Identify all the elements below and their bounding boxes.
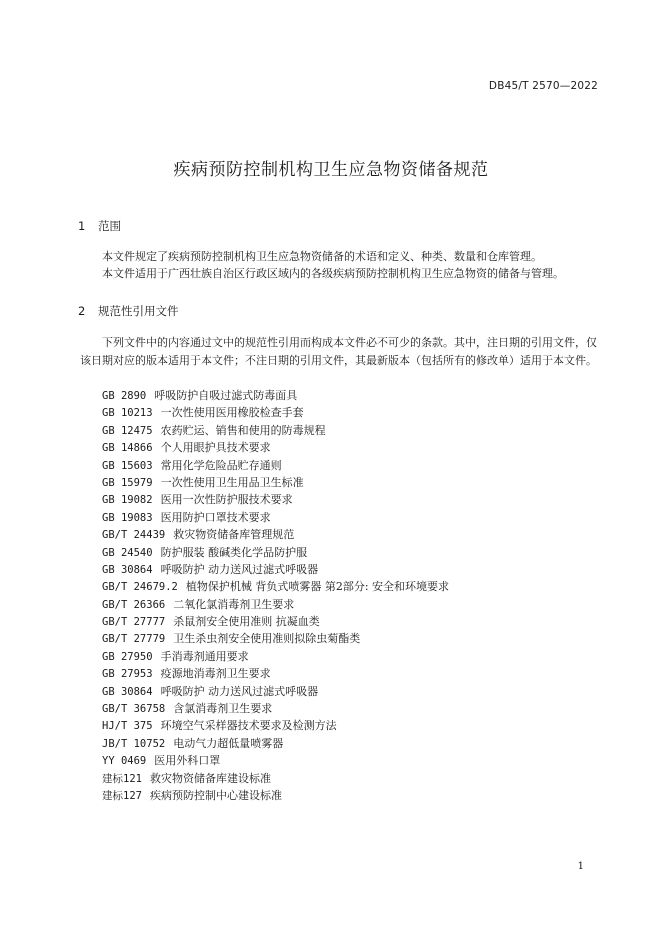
section-1-heading bbox=[78, 218, 121, 234]
reference-code: GB 30864 bbox=[102, 685, 153, 698]
reference-code: HJ/T 375 bbox=[102, 720, 153, 733]
reference-item bbox=[102, 491, 449, 508]
reference-item bbox=[102, 509, 449, 526]
reference-title: 一次性使用卫生用品卫生标准 bbox=[160, 475, 304, 489]
reference-code: GB 19083 bbox=[102, 511, 153, 524]
reference-code: GB 19082 bbox=[102, 494, 153, 507]
reference-item bbox=[102, 700, 449, 717]
reference-item bbox=[102, 596, 449, 613]
reference-title: 个人用眼护具技术要求 bbox=[160, 441, 271, 455]
reference-item bbox=[102, 474, 449, 491]
normative-references-intro: 下列文件中的内容通过文中的规范性引用而构成本文件必不可少的条款。其中，注日期的引用文件，仅该日期对应的版本适用于本文件；不注日期的引用文件，其最新版本（包括所有的修改单）适用于本文件。 bbox=[80, 336, 597, 367]
reference-title: 农药贮运、销售和使用的防毒规程 bbox=[160, 423, 326, 437]
reference-title: 疾病预防控制中心建设标准 bbox=[149, 788, 282, 802]
reference-item bbox=[102, 526, 449, 543]
reference-code: GB 24540 bbox=[102, 546, 153, 559]
reference-list bbox=[102, 387, 449, 804]
reference-code: GB 30864 bbox=[102, 563, 153, 576]
reference-item bbox=[102, 683, 449, 700]
reference-title: 呼吸防护 动力送风过滤式呼吸器 bbox=[160, 684, 319, 698]
section-number: 2 bbox=[78, 304, 86, 318]
reference-title: 救灾物资储备库建设标准 bbox=[149, 771, 271, 785]
reference-code: GB/T 24679.2 bbox=[102, 581, 178, 594]
document-title: 疾病预防控制机构卫生应急物资储备规范 bbox=[173, 160, 489, 180]
section-2-heading bbox=[78, 303, 179, 319]
reference-title: 杀鼠剂安全使用准则 抗凝血类 bbox=[173, 615, 320, 629]
reference-item bbox=[102, 717, 449, 734]
reference-item bbox=[102, 578, 449, 595]
reference-title: 呼吸防护自吸过滤式防毒面具 bbox=[154, 389, 298, 402]
reference-title: 防护服装 酸碱类化学品防护服 bbox=[160, 545, 308, 559]
reference-code: GB 10213 bbox=[102, 407, 153, 420]
reference-code: GB/T 26366 bbox=[102, 598, 166, 611]
reference-code: GB 2890 bbox=[102, 390, 147, 402]
reference-item bbox=[102, 613, 449, 630]
reference-code: GB/T 27779 bbox=[102, 633, 166, 646]
reference-title: 医用外科口罩 bbox=[154, 754, 221, 768]
reference-item bbox=[102, 735, 449, 752]
reference-title: 含氯消毒剂卫生要求 bbox=[173, 702, 273, 716]
scope-paragraph-1: 本文件规定了疾病预防控制机构卫生应急物资储备的术语和定义、种类、数量和仓库管理。 bbox=[102, 250, 542, 263]
reference-code: GB/T 27777 bbox=[102, 616, 166, 629]
reference-title: 电动气力超低量喷雾器 bbox=[173, 736, 284, 750]
reference-code: GB 15603 bbox=[102, 459, 153, 472]
reference-code: YY 0469 bbox=[102, 755, 147, 768]
reference-item bbox=[102, 544, 449, 561]
page-number: 1 bbox=[577, 861, 584, 872]
reference-code: GB/T 24439 bbox=[102, 529, 166, 542]
reference-title: 一次性使用医用橡胶检查手套 bbox=[160, 406, 304, 420]
reference-item bbox=[102, 630, 449, 647]
reference-code: GB 14866 bbox=[102, 442, 153, 455]
reference-item bbox=[102, 404, 449, 421]
section-heading-text: 范围 bbox=[98, 219, 121, 233]
reference-title: 卫生杀虫剂安全使用准则拟除虫菊酯类 bbox=[173, 632, 361, 646]
reference-item bbox=[102, 457, 449, 474]
reference-title: 疫源地消毒剂卫生要求 bbox=[160, 667, 271, 681]
section-heading-text: 规范性引用文件 bbox=[98, 304, 179, 318]
reference-title: 常用化学危险品贮存通则 bbox=[160, 458, 282, 472]
reference-title: 手消毒剂通用要求 bbox=[160, 649, 249, 663]
reference-code: GB 27953 bbox=[102, 668, 153, 681]
standard-number: DB45/T 2570—2022 bbox=[488, 80, 598, 92]
reference-item bbox=[102, 561, 449, 578]
reference-title: 医用一次性防护服技术要求 bbox=[160, 493, 293, 507]
reference-title: 二氧化氯消毒剂卫生要求 bbox=[173, 597, 295, 611]
section-number: 1 bbox=[78, 219, 86, 233]
reference-item bbox=[102, 752, 449, 769]
reference-code: GB 27950 bbox=[102, 650, 153, 663]
reference-item bbox=[102, 770, 449, 787]
reference-code: 建标121 bbox=[102, 772, 142, 785]
reference-item bbox=[102, 422, 449, 439]
reference-title: 植物保护机械 背负式喷雾器 第2部分: 安全和环境要求 bbox=[185, 580, 450, 594]
reference-code: 建标127 bbox=[102, 789, 142, 802]
scope-paragraph-2: 本文件适用于广西壮族自治区行政区域内的各级疾病预防控制机构卫生应急物资的储备与管理。 bbox=[102, 267, 564, 280]
reference-item bbox=[102, 387, 449, 404]
reference-item bbox=[102, 439, 449, 456]
reference-code: GB 15979 bbox=[102, 476, 153, 489]
reference-title: 呼吸防护 动力送风过滤式呼吸器 bbox=[160, 562, 319, 576]
reference-item bbox=[102, 787, 449, 804]
reference-item bbox=[102, 648, 449, 665]
reference-code: JB/T 10752 bbox=[102, 737, 166, 750]
reference-code: GB/T 36758 bbox=[102, 703, 166, 716]
reference-code: GB 12475 bbox=[102, 424, 153, 437]
reference-item bbox=[102, 665, 449, 682]
reference-title: 环境空气采样器技术要求及检测方法 bbox=[160, 719, 337, 733]
reference-title: 医用防护口罩技术要求 bbox=[160, 510, 271, 524]
reference-title: 救灾物资储备库管理规范 bbox=[173, 528, 295, 542]
